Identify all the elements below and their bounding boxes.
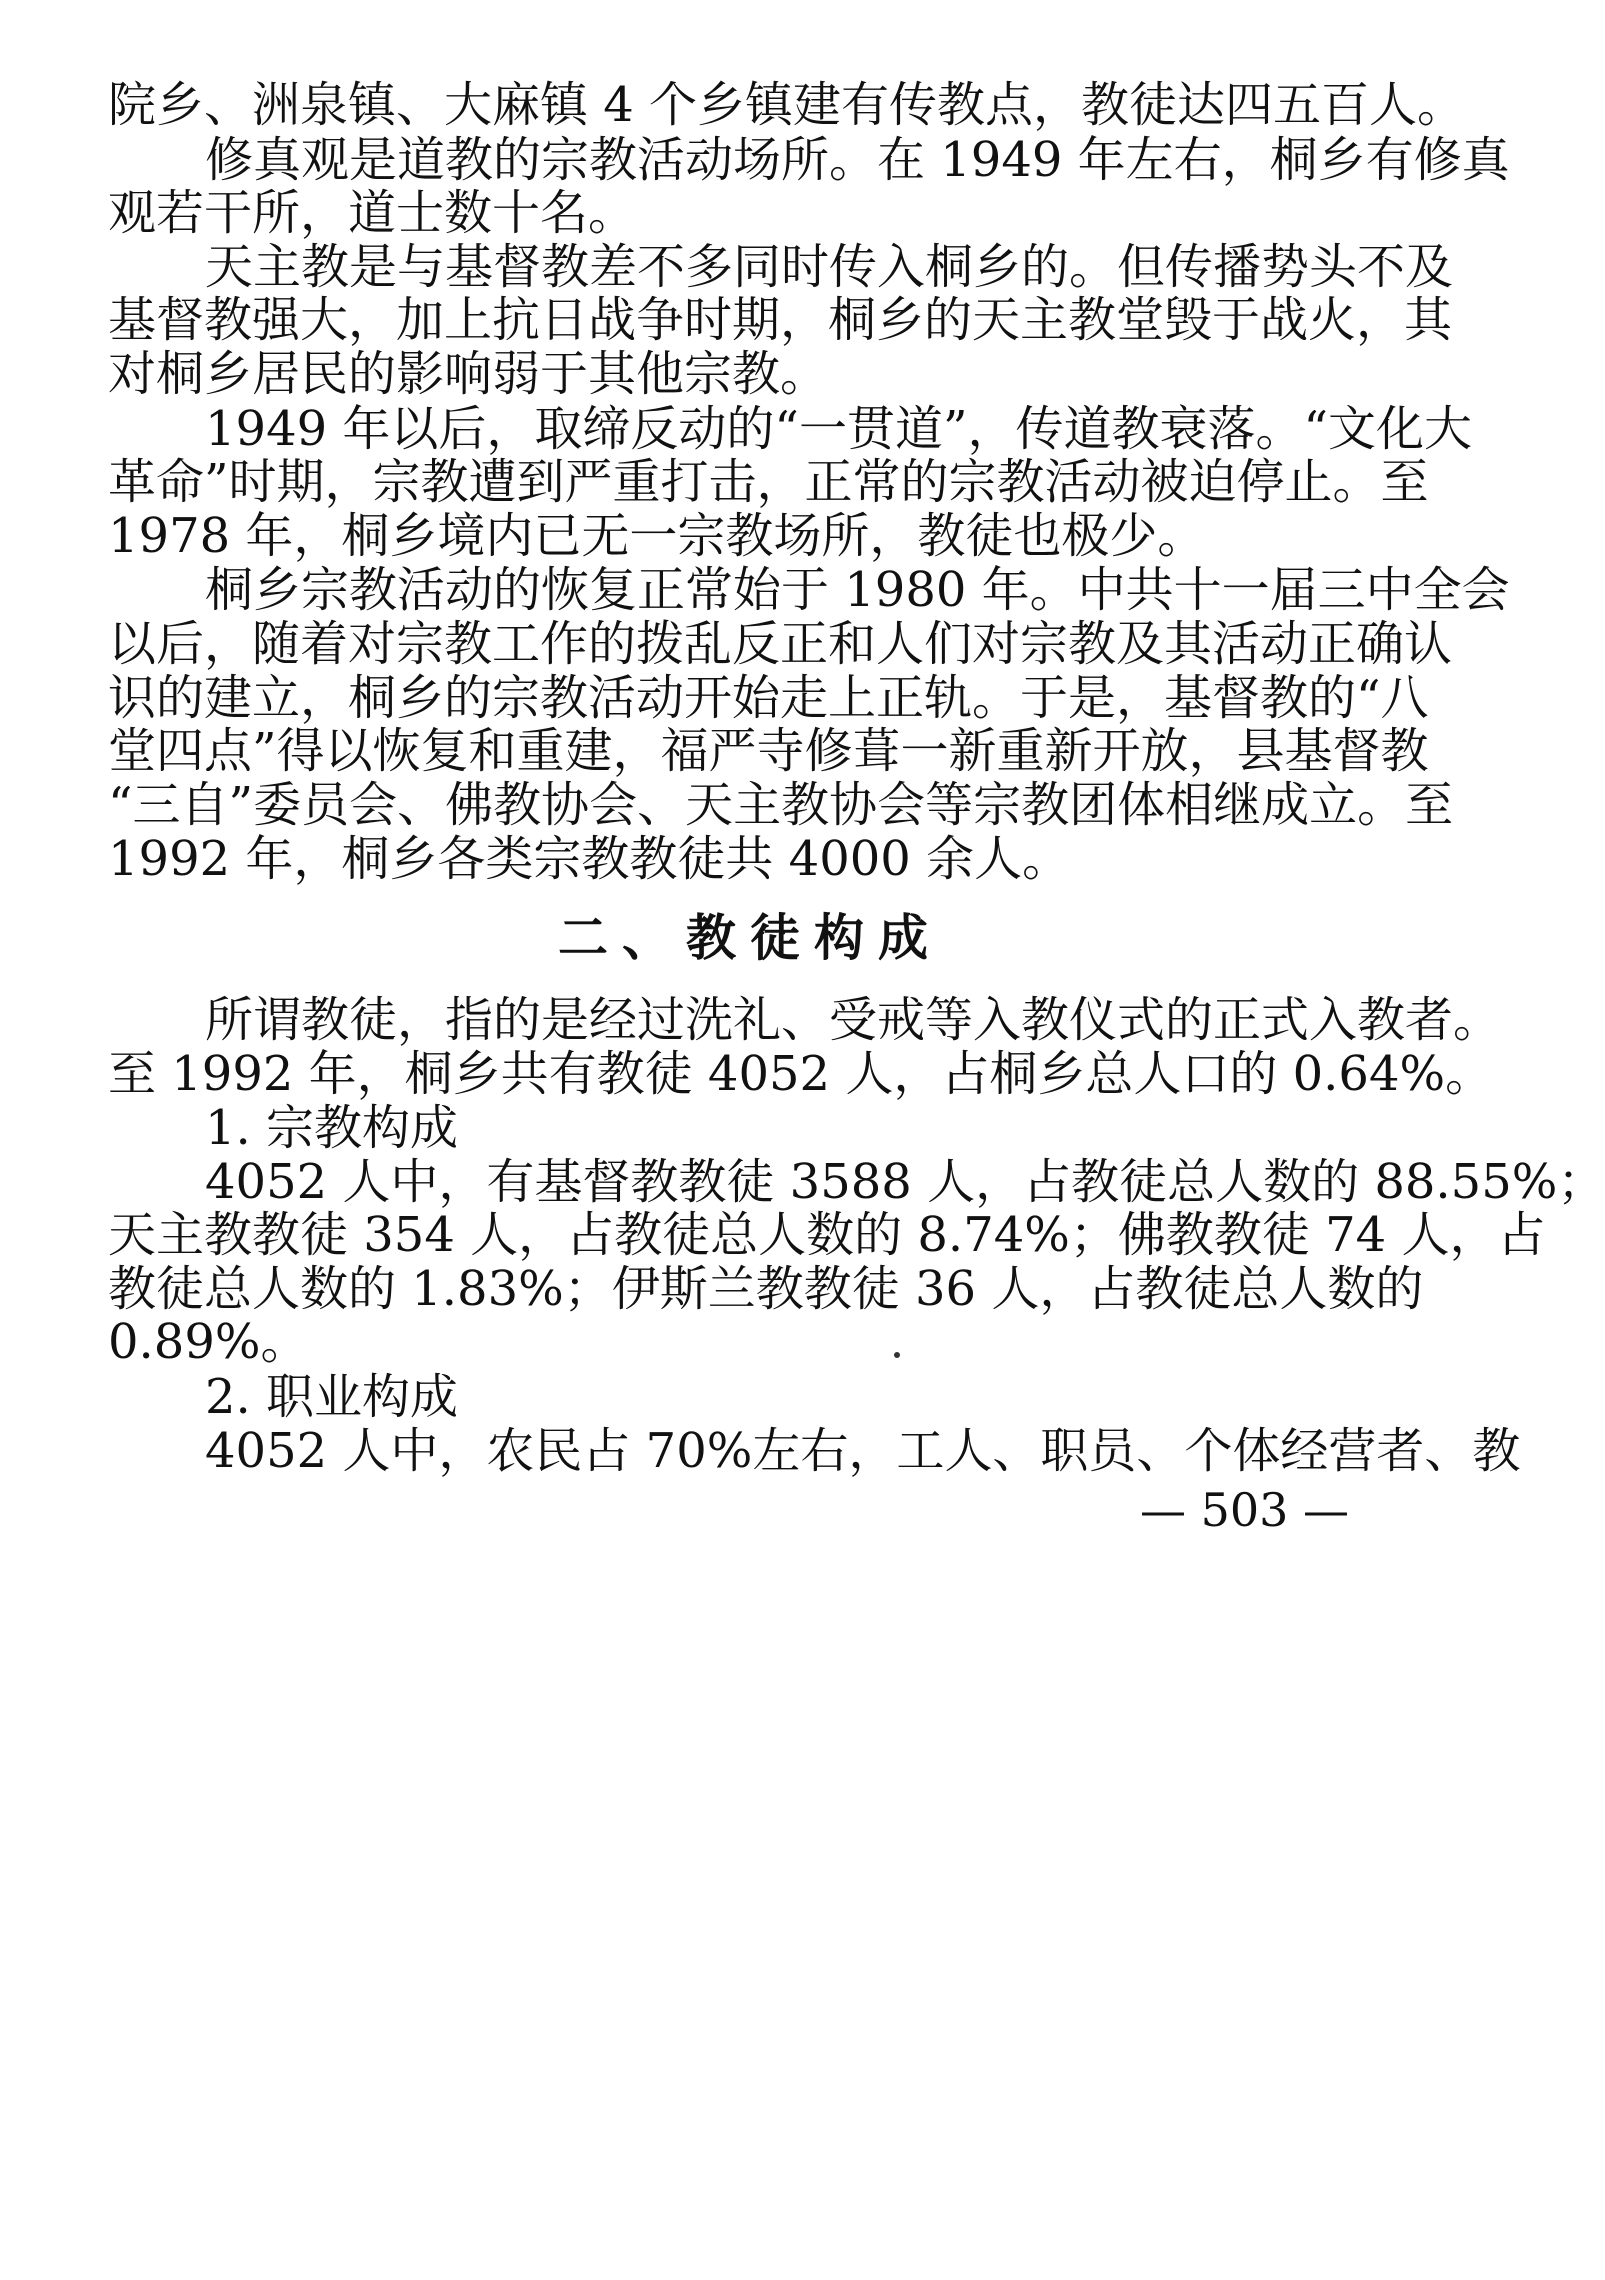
paragraph-line: 桐乡宗教活动的恢复正常始于 1980 年。中共十一届三中全会	[205, 562, 1510, 618]
subsection-heading: 1. 宗教构成	[205, 1100, 459, 1156]
paragraph-line: 观若干所，道士数十名。	[108, 185, 637, 241]
paragraph-line: 4052 人中，农民占 70%左右，工人、职员、个体经营者、教	[205, 1423, 1521, 1479]
paragraph-line: 1978 年，桐乡境内已无一宗教场所，教徒也极少。	[108, 508, 1206, 564]
paragraph-line: 修真观是道教的宗教活动场所。在 1949 年左右，桐乡有修真	[205, 132, 1510, 188]
paragraph-line: 所谓教徒，指的是经过洗礼、受戒等入教仪式的正式入教者。	[205, 992, 1502, 1048]
paragraph-line: 院乡、洲泉镇、大麻镇 4 个乡镇建有传教点，教徒达四五百人。	[108, 77, 1466, 133]
paragraph-line: 基督教强大，加上抗日战争时期，桐乡的天主教堂毁于战火，其	[108, 292, 1453, 348]
paragraph-line: 教徒总人数的 1.83%；伊斯兰教教徒 36 人，占教徒总人数的	[108, 1261, 1424, 1317]
stray-dot-mark	[894, 1352, 900, 1358]
paragraph-line: 天主教是与基督教差不多同时传入桐乡的。但传播势头不及	[205, 239, 1454, 295]
paragraph-line: 天主教教徒 354 人，占教徒总人数的 8.74%；佛教教徒 74 人，占	[108, 1207, 1546, 1263]
paragraph-line: 4052 人中，有基督教教徒 3588 人，占教徒总人数的 88.55%；	[205, 1154, 1605, 1210]
paragraph-line: 1992 年，桐乡各类宗教教徒共 4000 余人。	[108, 831, 1071, 887]
paragraph-line: 至 1992 年，桐乡共有教徒 4052 人，占桐乡总人口的 0.64%。	[108, 1046, 1494, 1102]
paragraph-line: 0.89%。	[108, 1314, 309, 1370]
paragraph-line: 革命”时期，宗教遭到严重打击，正常的宗教活动被迫停止。至	[108, 454, 1429, 510]
paragraph-line: 以后，随着对宗教工作的拨乱反正和人们对宗教及其活动正确认	[108, 616, 1453, 672]
section-heading: 二、教徒构成	[558, 909, 942, 967]
subsection-heading: 2. 职业构成	[205, 1369, 459, 1425]
paragraph-line: 识的建立，桐乡的宗教活动开始走上正轨。于是，基督教的“八	[108, 670, 1429, 726]
paragraph-line: 对桐乡居民的影响弱于其他宗教。	[108, 346, 829, 402]
paragraph-line: “三自”委员会、佛教协会、天主教协会等宗教团体相继成立。至	[108, 777, 1454, 833]
paragraph-line: 1949 年以后，取缔反动的“一贯道”，传道教衰落。“文化大	[205, 401, 1473, 457]
paragraph-line: 堂四点”得以恢复和重建，福严寺修葺一新重新开放，县基督教	[108, 723, 1429, 779]
page-number: — 503 —	[1140, 1483, 1350, 1537]
